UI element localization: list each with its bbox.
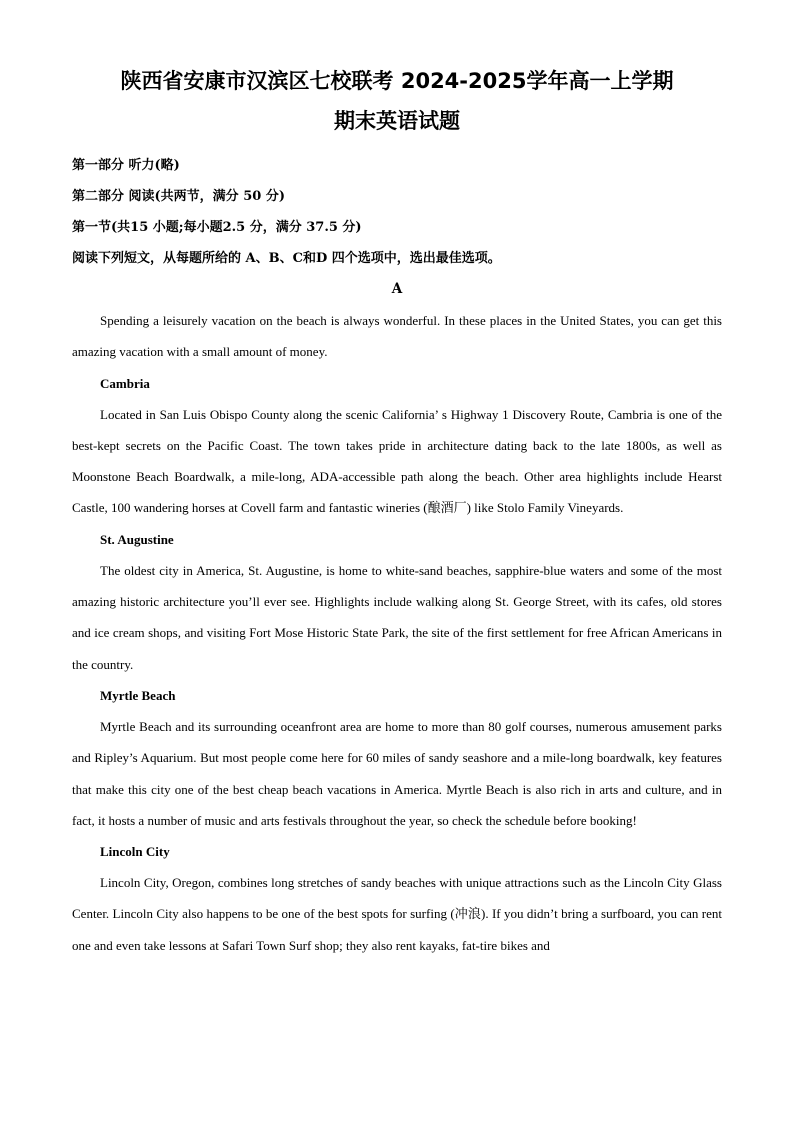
page-title-line1: 陕西省安康市汉滨区七校联考 2024-2025学年高一上学期	[120, 69, 674, 93]
section-heading-myrtle-beach: Myrtle Beach	[100, 687, 176, 703]
section-heading-cambria: Cambria	[100, 375, 150, 391]
section-heading-st-augustine: St. Augustine	[100, 531, 174, 547]
directions-text: 阅读下列短文，从每题所给的 A、B、C和D 四个选项中，选出最佳选项。	[72, 251, 501, 266]
section-text-cambria: Located in San Luis Obispo County along the scenic California’ s Highway 1 Discovery Route, Cambria is one of the best-kept secrets on the Pacific Coast. The town takes pride in architecture dating back to the late 1800s, as well as Moonstone Beach Boardwalk, a mile-long, ADA-accessible path along the beach. Other area highlights include Hearst Castle, 100 wandering horses at Covell farm and fantastic wineries (酿酒厂) like Stolo Family Vineyards.	[72, 406, 722, 516]
passage-intro: Spending a leisurely vacation on the beach is always wonderful. In these places in the United States, you can get this amazing vacation with a small amount of money.	[72, 313, 722, 360]
section1-label: 第一节(共15 小题;每小题2.5 分，满分 37.5 分)	[72, 220, 362, 235]
page-title-line2: 期末英语试题	[334, 109, 460, 133]
part2-label: 第二部分 阅读(共两节，满分 50 分)	[72, 189, 285, 204]
section-heading-lincoln-city: Lincoln City	[100, 844, 170, 860]
section-text-myrtle-beach: Myrtle Beach and its surrounding oceanfront area are home to more than 80 golf courses, numerous amusement parks and Ripley’s Aquarium. But most people come here for 60 miles of sandy seashore and a mile-long boardwalk, key features that make this city one of the best cheap beach vacations in America. Myrtle Beach is also rich in arts and culture, and in fact, it hosts a number of music and arts festivals throughout the year, so check the schedule before booking!	[72, 718, 722, 828]
document-page	[72, 62, 722, 961]
section-text-lincoln-city: Lincoln City, Oregon, combines long stretches of sandy beaches with unique attractions such as the Lincoln City Glass Center. Lincoln City also happens to be one of the best spots for surfing (冲浪). If you didn’t bring a surfboard, you can rent one and even take lessons at Safari Town Surf shop; they also rent kayaks, fat-tire bikes and	[72, 875, 722, 953]
passage-letter: A	[391, 281, 403, 297]
section-text-st-augustine: The oldest city in America, St. Augustine, is home to white-sand beaches, sapphire-blue waters and some of the most amazing historic architecture you’ll ever see. Highlights include walking along St. George Street, with its cafes, old stores and ice cream shops, and visiting Fort Mose Historic State Park, the site of the first settlement for free African Americans in the country.	[72, 562, 722, 672]
part1-label: 第一部分 听力(略)	[72, 158, 180, 173]
